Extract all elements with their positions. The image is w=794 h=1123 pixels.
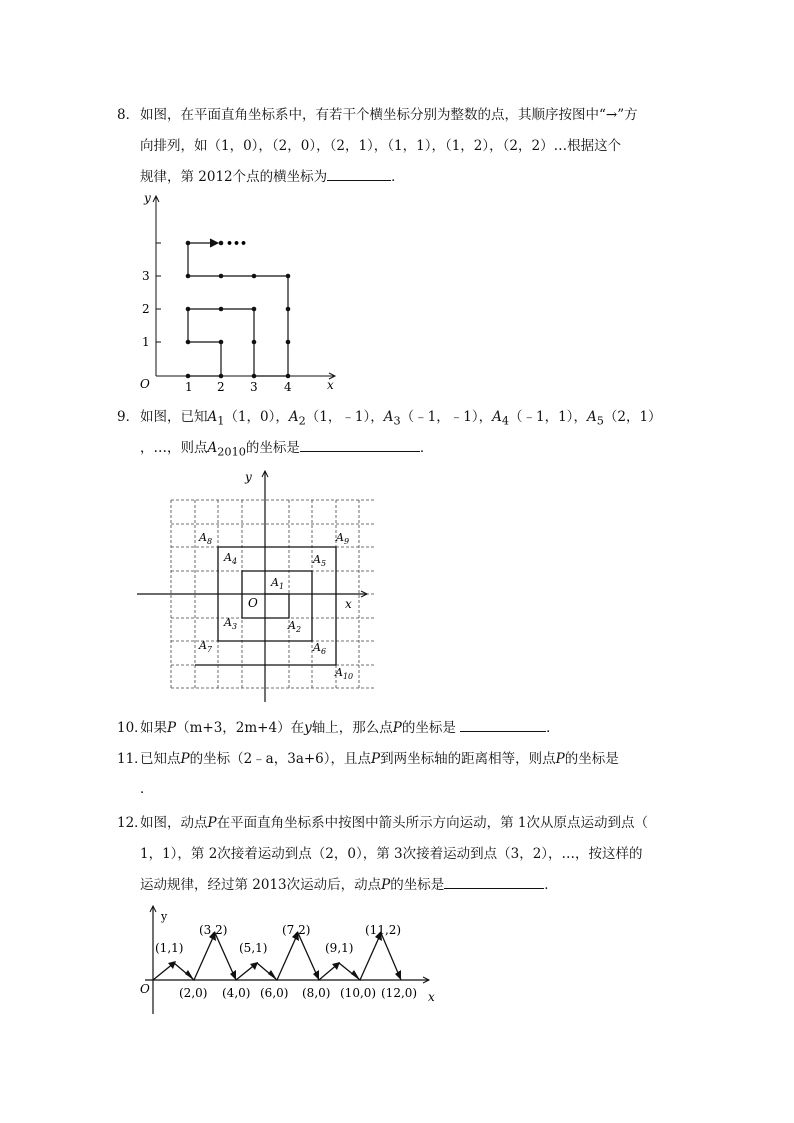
q12-bottom-label: (2,0) bbox=[179, 986, 208, 1000]
q11-mid: 的坐标（2﹣a，3a+6），且点 bbox=[189, 751, 372, 767]
q12-bottom-label: (4,0) bbox=[222, 986, 251, 1000]
q8-line1: 如图，在平面直角坐标系中，有若干个横坐标分别为整数的点，其顺序按图中“→”方 bbox=[140, 107, 638, 123]
q12-origin-label: O bbox=[140, 982, 150, 996]
q8-figure bbox=[130, 188, 345, 398]
q12-number: 12． bbox=[117, 815, 148, 831]
q9-line1: 如图，已知$A_1(1$，0），$A_2(1$，﹣1），$A_3(﹣1$，﹣1），$A_4(﹣1$，1），$A_5(2$，1） bbox=[140, 409, 662, 428]
q9-label-A4: $A_4$ bbox=[224, 551, 238, 566]
q11-point2: P bbox=[371, 751, 381, 767]
q9-point-sub: 4 bbox=[501, 414, 509, 428]
q8-xtick-3: 3 bbox=[250, 380, 258, 394]
q10-pre: 如果 bbox=[140, 720, 167, 736]
q9-origin-label: O bbox=[248, 596, 258, 610]
q12-arrowheads bbox=[168, 931, 401, 980]
q12-bottom-label: (8,0) bbox=[302, 986, 331, 1000]
q9-label-A6: $A_6$ bbox=[313, 641, 327, 656]
q8-ytick-2: 2 bbox=[142, 302, 150, 316]
q10-post2: 的坐标是 bbox=[401, 720, 456, 736]
q12-intro: 如图，动点 bbox=[140, 815, 208, 831]
q8-xtick-2: 2 bbox=[217, 380, 225, 394]
q11-pre: 已知点 bbox=[140, 751, 181, 767]
q11-point3: P bbox=[555, 751, 565, 767]
q11-point: P bbox=[180, 751, 190, 767]
q10-post: 轴上，那么点 bbox=[311, 720, 393, 736]
q11-end: ． bbox=[140, 781, 154, 797]
q9-label-A2: $A_2$ bbox=[288, 619, 302, 634]
q9-point-sub: 2 bbox=[298, 414, 306, 428]
q9-point-coord: （1，0） bbox=[224, 409, 276, 425]
q12-line1-rest: 在平面直角坐标系中按图中箭头所示方向运动，第 1次从原点运动到点（ bbox=[216, 815, 648, 831]
q9-point-sub: 3 bbox=[393, 414, 401, 428]
q12-line2: 1，1），第 2次接着运动到点（2，0），第 3次接着运动到点（3，2），…，按这样的 bbox=[140, 846, 643, 862]
q9-text: ，…，则点 bbox=[140, 440, 208, 456]
q10-yaxis: y bbox=[304, 720, 312, 736]
q9-point-sub: 1 bbox=[217, 414, 225, 428]
q12-top-label: (9,1) bbox=[325, 941, 354, 955]
q10-answer-blank[interactable] bbox=[460, 717, 546, 732]
q8-y-label: y bbox=[144, 191, 151, 205]
q8-answer-blank[interactable] bbox=[327, 166, 391, 181]
q9-label-A5: $A_5$ bbox=[313, 553, 327, 568]
q9-point-name: A bbox=[207, 409, 218, 425]
q9-point-coord: （1，﹣1） bbox=[305, 409, 371, 425]
q9-label-A1: $A_1$ bbox=[271, 576, 285, 591]
q9-x-label: x bbox=[345, 597, 352, 611]
q12-answer-blank[interactable] bbox=[444, 874, 544, 889]
q12-figure bbox=[135, 900, 445, 1018]
q12-bottom-label: (6,0) bbox=[260, 986, 289, 1000]
q9-intro: 如图，已知 bbox=[140, 409, 208, 425]
q9-text2: 的坐标是 bbox=[245, 440, 300, 456]
q12-y-label: y bbox=[161, 910, 168, 923]
q11-post2: 的坐标是 bbox=[564, 751, 619, 767]
q12-point: P bbox=[207, 815, 217, 831]
q12-line3-text2: 的坐标是 bbox=[390, 877, 445, 893]
q9-point-name: A bbox=[586, 409, 597, 425]
q12-bottom-label: (12,0) bbox=[381, 986, 418, 1000]
q9-end: ． bbox=[419, 440, 434, 456]
q8-ytick-1: 1 bbox=[142, 335, 150, 349]
q10-point2: P bbox=[392, 720, 402, 736]
q12-top-label: (3,2) bbox=[199, 923, 228, 937]
q9-point-coord: （﹣1，﹣1） bbox=[400, 409, 479, 425]
q9-label-A9: $A_9$ bbox=[336, 531, 350, 546]
q8-text: 规律，第 2012个点的横坐标为 bbox=[140, 169, 328, 185]
q8-ellipsis: ••• bbox=[226, 237, 248, 250]
q9-figure bbox=[135, 465, 375, 705]
q9-answer-blank[interactable] bbox=[300, 437, 420, 452]
q8-ytick-3: 3 bbox=[142, 269, 150, 283]
q12-top-label: (1,1) bbox=[155, 941, 184, 955]
q8-origin-label: O bbox=[140, 377, 150, 391]
q10-mid: （m+3，2m+4）在 bbox=[176, 720, 305, 736]
q9-point-name: A bbox=[288, 409, 299, 425]
q12-top-label: (5,1) bbox=[239, 941, 268, 955]
q11-number: 11． bbox=[117, 751, 148, 767]
q10-end: ． bbox=[546, 720, 560, 736]
q9-point-name: A bbox=[492, 409, 502, 425]
q9-y-label: y bbox=[245, 470, 252, 484]
q9-line2 bbox=[140, 436, 433, 459]
q12-line3 bbox=[140, 873, 558, 893]
q9-number: 9． bbox=[117, 409, 140, 425]
q10-line bbox=[140, 716, 560, 736]
q12-line1 bbox=[140, 811, 648, 831]
q12-line3-text: 运动规律，经过第 2013次运动后，动点 bbox=[140, 877, 382, 893]
q9-label-A3: $A_3$ bbox=[224, 616, 238, 631]
q10-number: 10． bbox=[117, 720, 148, 736]
q8-xtick-4: 4 bbox=[284, 380, 292, 394]
q11-line bbox=[140, 747, 619, 767]
q9-label-A8: $A_8$ bbox=[199, 531, 213, 546]
q10-point: P bbox=[167, 720, 177, 736]
q12-top-label: (11,2) bbox=[365, 923, 402, 937]
q8-number: 8． bbox=[117, 107, 140, 123]
q9-point-sub: 5 bbox=[596, 414, 604, 428]
q8-line3 bbox=[140, 165, 405, 185]
q8-end: ． bbox=[391, 169, 405, 185]
q8-xtick-1: 1 bbox=[185, 380, 193, 394]
q12-top-label: (7,2) bbox=[282, 923, 311, 937]
q9-point-coord: （2，1） bbox=[603, 409, 662, 425]
q12-x-label: x bbox=[428, 990, 435, 1004]
q12-zigzag-path bbox=[153, 933, 401, 980]
q11-post: 到两坐标轴的距离相等，则点 bbox=[380, 751, 556, 767]
q12-end: ． bbox=[544, 877, 558, 893]
q8-line2: 向排列，如（1，0），（2，0），（2，1），（1，1），（1，2），（2，2）…根据这个 bbox=[140, 138, 622, 154]
q9-point-coord: （﹣1，1） bbox=[509, 409, 574, 425]
q12-bottom-label: (10,0) bbox=[340, 986, 377, 1000]
q9-point-name: A bbox=[383, 409, 394, 425]
q12-point2: P bbox=[381, 877, 391, 893]
q9-label-A10: $A_{10}$ bbox=[335, 666, 354, 681]
q9-target-sub: 2010 bbox=[217, 445, 246, 459]
q9-target: A bbox=[207, 440, 218, 456]
q8-point-path bbox=[188, 243, 288, 376]
q8-x-label: x bbox=[327, 378, 334, 392]
q9-label-A7: $A_7$ bbox=[199, 639, 213, 654]
